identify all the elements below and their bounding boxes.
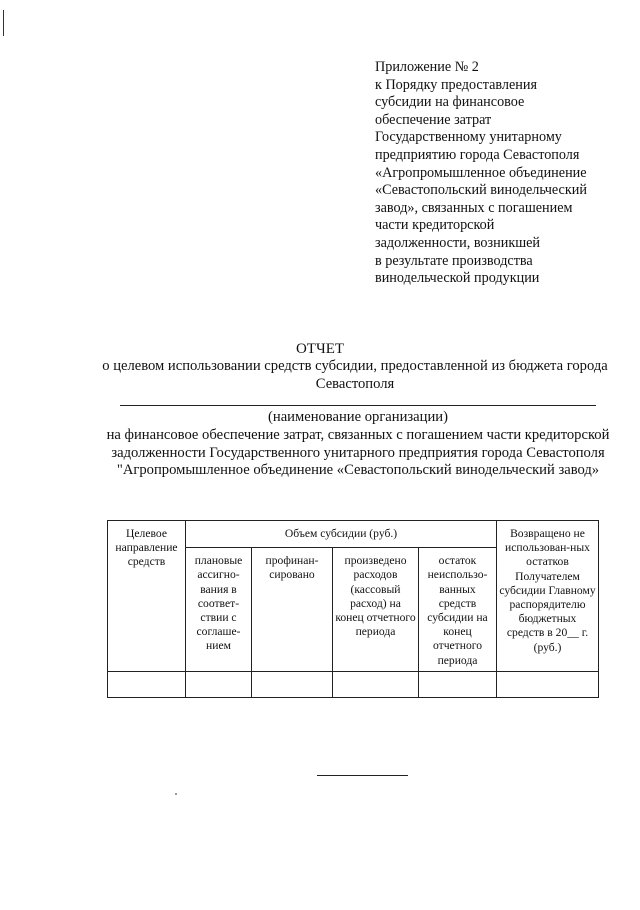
appendix-line: завод», связанных с погашением: [375, 199, 573, 216]
header-subsidy-volume: Объем субсидии (руб.): [186, 521, 497, 548]
report-purpose: на финансовое обеспечение затрат, связанных с погашением части кредиторской задолженности Государственного унитарного предприятия города Севастополя "Агропромышленное объединение «Севастопольский винодельческий завод»: [106, 427, 610, 479]
appendix-line: Приложение № 2: [375, 59, 479, 75]
header-purpose: Целевое направление средств: [108, 521, 186, 672]
table-row: [108, 671, 599, 697]
table-header-row: [108, 521, 599, 548]
appendix-line: части кредиторской: [375, 217, 495, 234]
header-spent: произведено расходов (кассовый расход) на конец отчетного периода: [333, 548, 419, 672]
header-remaining: остаток неиспользо-ванных средств субсидии на конец отчетного периода: [419, 548, 497, 672]
report-subtitle: о целевом использовании средств субсидии, предоставленной из бюджета города Севастополя: [102, 358, 608, 392]
subsidy-table: [107, 520, 599, 698]
appendix-block: [375, 59, 630, 288]
appendix-line: задолженности, возникшей: [375, 234, 541, 251]
table-cell: [108, 671, 186, 697]
appendix-line: винодельческой продукции: [375, 270, 540, 287]
table-cell: [252, 671, 333, 697]
scan-edge-mark: [3, 10, 4, 36]
appendix-line: в результате производства: [375, 252, 533, 269]
table-cell: [333, 671, 419, 697]
signature-line: [317, 775, 408, 776]
appendix-line: Государственному унитарному: [375, 129, 562, 146]
appendix-line: «Агропромышленное объединение: [375, 164, 587, 181]
table-cell: [419, 671, 497, 697]
header-planned: плановые ассигно-вания в соотвeт-ствии с соглаше-нием: [186, 548, 252, 672]
table-cell: [497, 671, 599, 697]
report-title: ОТЧЕТ: [295, 341, 345, 357]
appendix-line: обеспечение затрат: [375, 111, 492, 128]
table-cell: [186, 671, 252, 697]
appendix-line: предприятию города Севастополя: [375, 146, 580, 163]
header-returned: Возвращено не использован-ных остатков Получателем субсидии Главному распорядителю бюджетных средств в 20__ г. (руб.): [497, 521, 599, 672]
appendix-line: «Севастопольский винодельческий: [375, 182, 587, 199]
appendix-line: субсидии на финансовое: [375, 94, 525, 111]
organization-name-line: [120, 405, 596, 406]
header-financed: профинан-сировано: [252, 548, 333, 672]
organization-caption: (наименование организации): [268, 409, 448, 425]
scan-speck: [175, 793, 177, 795]
appendix-line: к Порядку предоставления: [375, 76, 537, 93]
